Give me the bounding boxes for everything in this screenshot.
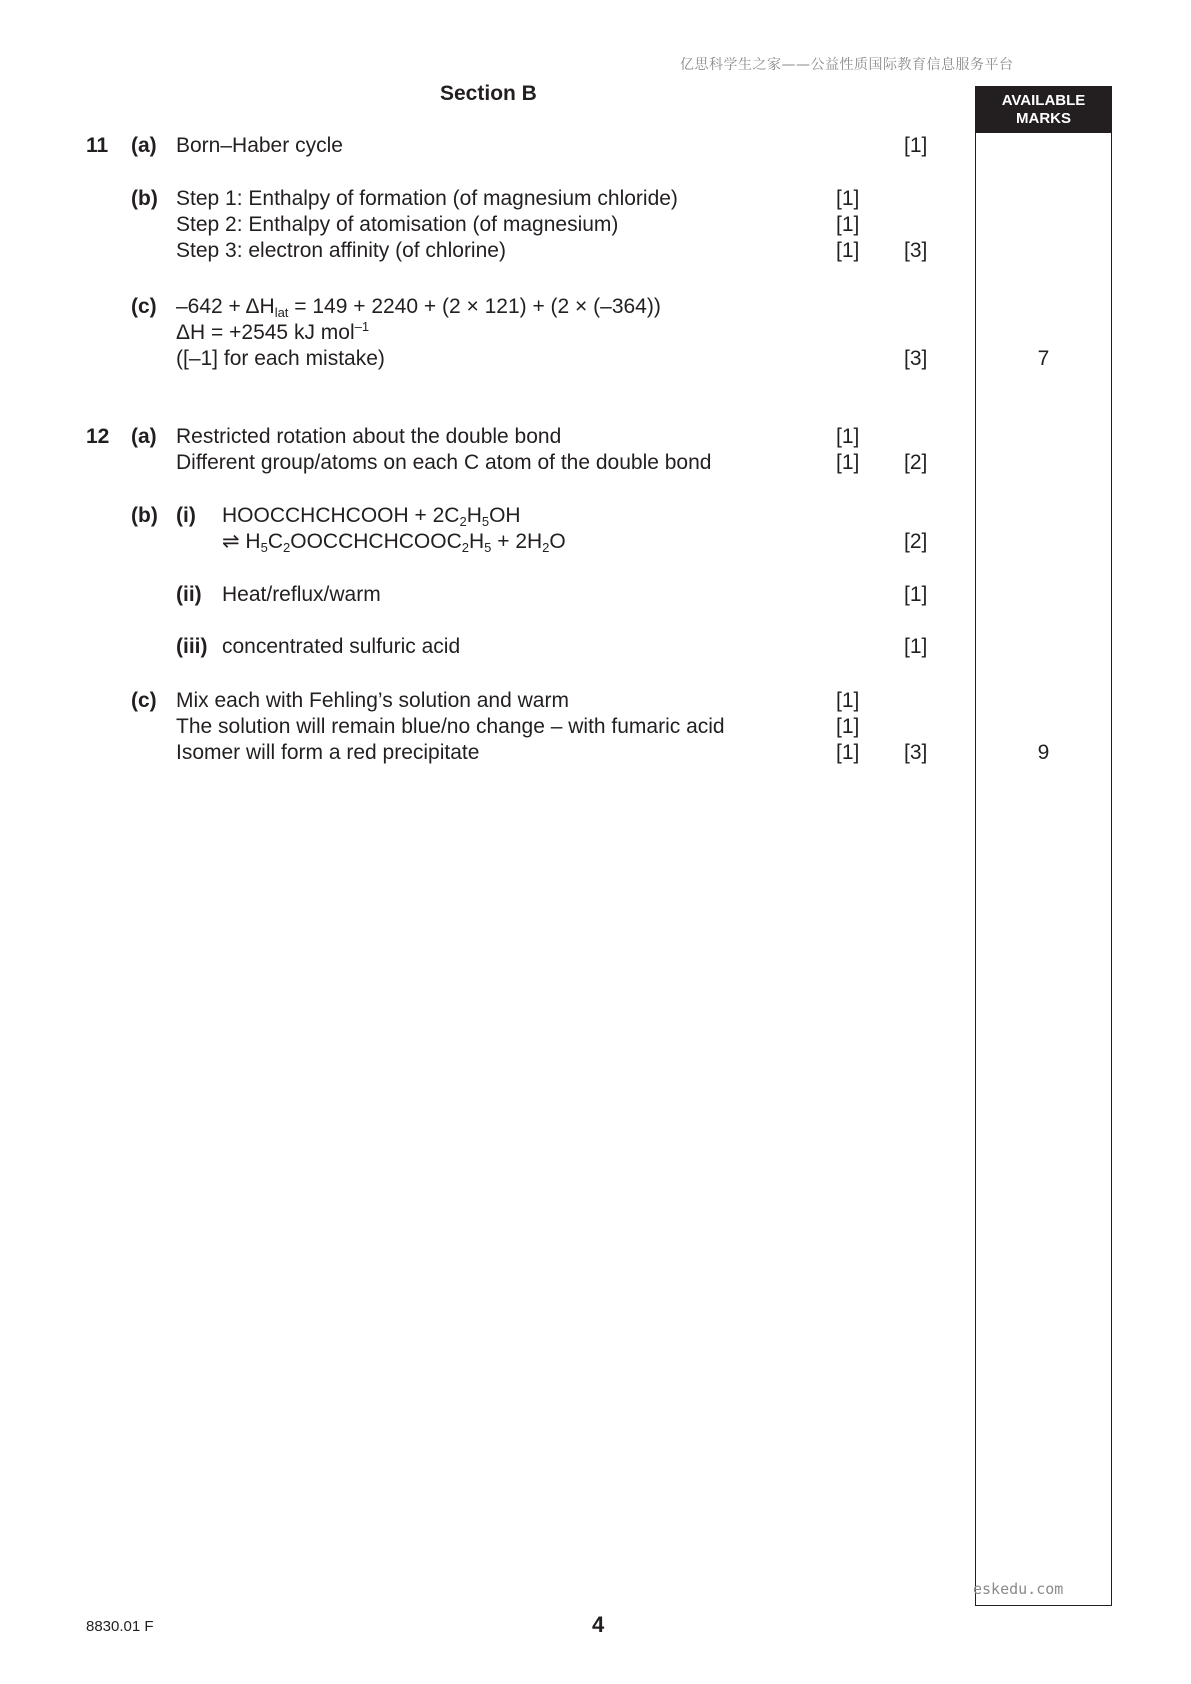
q12-b-ii-label: (ii)	[176, 583, 202, 606]
q12-b-i-products	[222, 529, 566, 555]
q11-available-marks: 7	[1037, 347, 1050, 370]
q12-part-b-label: (b)	[131, 504, 158, 527]
q12-b-iii-label: (iii)	[176, 635, 208, 658]
q12-part-a-label: (a)	[131, 425, 157, 448]
q11-part-b-label: (b)	[131, 187, 158, 210]
q12-a-mark-2: [1]	[836, 451, 860, 474]
q12-b-i-p2-sub: 2	[461, 540, 469, 555]
q12-available-marks: 9	[1037, 741, 1050, 764]
q12-b-i-reactants	[222, 503, 521, 529]
page-number: 4	[592, 1612, 605, 1637]
q12-b-i-p1: C	[267, 530, 284, 553]
q11-part-a-total: [1]	[904, 134, 928, 157]
q12-b-i-r3: OH	[489, 504, 521, 527]
q12-b-iii-total: [1]	[904, 635, 928, 658]
q11-c-eq-sub: lat	[274, 305, 289, 320]
q11-c-answer-sup: –1	[354, 319, 370, 334]
q11-b-line-3: Step 3: electron affinity (of chlorine)	[176, 239, 506, 262]
q11-c-eq-rest: = 149 + 2240 + (2 × 121) + (2 × (–364))	[288, 295, 661, 318]
q11-b-mark-1: [1]	[836, 187, 860, 210]
q12-b-i-p4-sub: 2	[542, 540, 550, 555]
q11-c-answer-text: ΔH = +2545 kJ mol	[176, 321, 355, 344]
q12-b-i-r1-sub: 2	[459, 514, 467, 529]
available-marks-heading-line2: MARKS	[1016, 110, 1071, 127]
q12-part-a-total: [2]	[904, 451, 928, 474]
q12-b-i-p0: ⇌ H	[222, 530, 261, 553]
q11-c-equation	[176, 294, 661, 320]
q12-b-i-total: [2]	[904, 530, 928, 553]
q11-b-line-2: Step 2: Enthalpy of atomisation (of magnesium)	[176, 213, 619, 236]
q12-b-ii-total: [1]	[904, 583, 928, 606]
q11-c-answer	[176, 320, 369, 346]
q11-part-a-text: Born–Haber cycle	[176, 134, 343, 157]
q12-a-line-1: Restricted rotation about the double bond	[176, 425, 562, 448]
q12-b-i-p4: + 2H	[491, 530, 543, 553]
q12-b-i-r2: H	[466, 504, 482, 527]
q12-b-i-p5: O	[549, 530, 566, 553]
q12-b-i-p1-sub: 2	[283, 540, 291, 555]
q12-c-line-3: Isomer will form a red precipitate	[176, 741, 480, 764]
q12-b-i-p0-sub: 5	[260, 540, 268, 555]
section-title: Section B	[440, 82, 537, 105]
footer-paper-code: 8830.01 F	[86, 1618, 154, 1635]
q12-b-i-label: (i)	[176, 504, 196, 527]
q12-b-i-p3-sub: 5	[484, 540, 492, 555]
q12-c-mark-2: [1]	[836, 715, 860, 738]
q12-c-mark-1: [1]	[836, 689, 860, 712]
q12-a-mark-1: [1]	[836, 425, 860, 448]
q12-c-line-1: Mix each with Fehling’s solution and warm	[176, 689, 569, 712]
q12-a-line-2: Different group/atoms on each C atom of the double bond	[176, 451, 712, 474]
q12-b-i-p2: OOCCHCHCOOC	[290, 530, 462, 553]
question-number-12: 12	[86, 425, 110, 448]
q11-part-c-label: (c)	[131, 295, 157, 318]
footer-site-watermark: eskedu.com	[973, 1580, 1064, 1598]
q12-b-iii-text: concentrated sulfuric acid	[222, 635, 461, 658]
q12-c-line-2: The solution will remain blue/no change – with fumaric acid	[176, 715, 725, 738]
q11-c-note: ([–1] for each mistake)	[176, 347, 385, 370]
q11-b-line-1: Step 1: Enthalpy of formation (of magnesium chloride)	[176, 187, 678, 210]
q12-c-mark-3: [1]	[836, 741, 860, 764]
q12-part-c-total: [3]	[904, 741, 928, 764]
q12-b-i-r2-sub: 5	[481, 514, 490, 529]
q11-part-c-total: [3]	[904, 347, 928, 370]
available-marks-heading-line1: AVAILABLE	[1001, 92, 1086, 109]
q12-part-c-label: (c)	[131, 689, 157, 712]
q12-b-i-r1: HOOCCHCHCOOH + 2C	[222, 504, 460, 527]
question-number-11: 11	[86, 134, 109, 157]
q11-c-eq-part: –642 + ΔH	[176, 295, 275, 318]
q12-b-i-p3: H	[468, 530, 485, 553]
q11-part-b-total: [3]	[904, 239, 928, 262]
available-marks-heading	[976, 87, 1111, 133]
q11-part-a-label: (a)	[131, 134, 157, 157]
header-watermark: 亿思科学生之家——公益性质国际教育信息服务平台	[680, 57, 1014, 73]
q11-b-mark-2: [1]	[836, 213, 860, 236]
available-marks-column	[975, 86, 1112, 1606]
q11-b-mark-3: [1]	[836, 239, 860, 262]
q12-b-ii-text: Heat/reflux/warm	[222, 583, 381, 606]
